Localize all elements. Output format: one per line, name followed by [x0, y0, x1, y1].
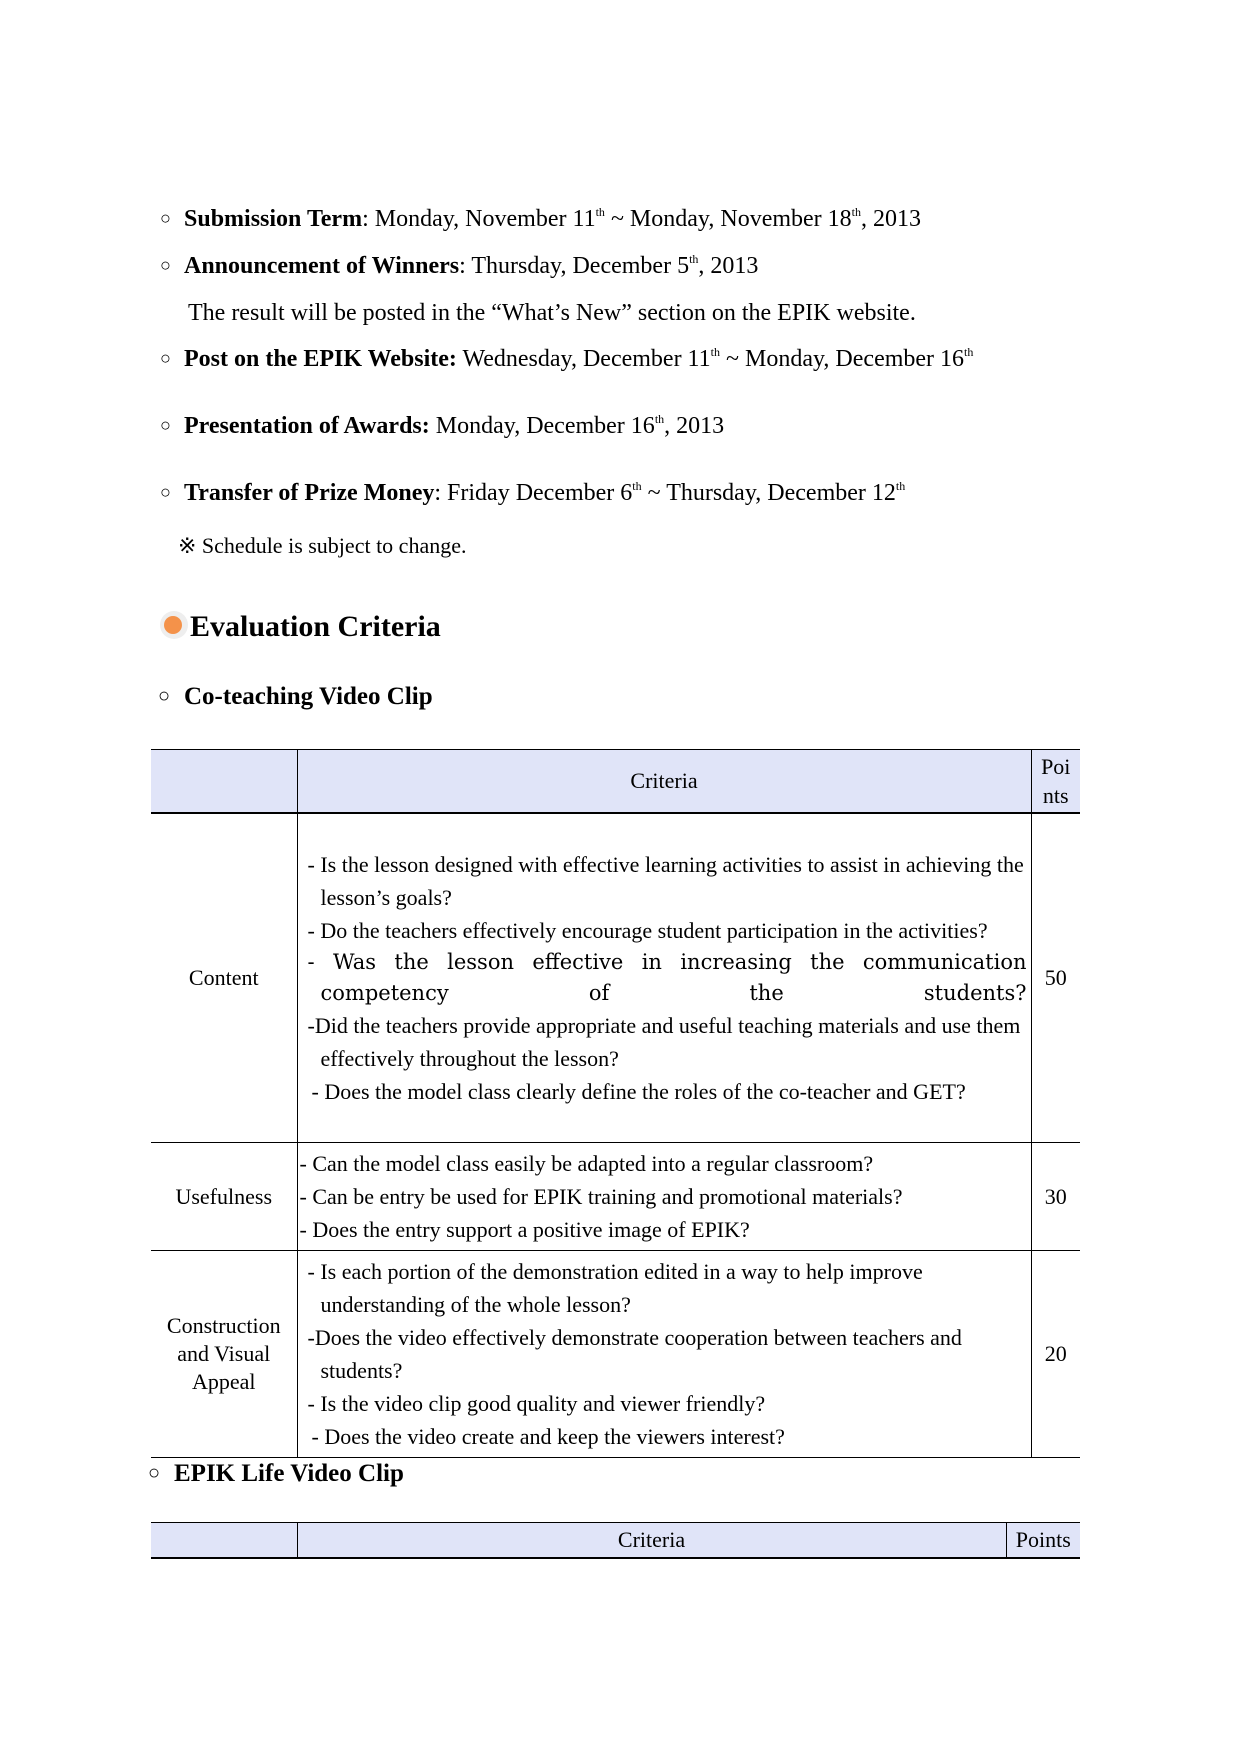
subheading-coteaching: ○ Co-teaching Video Clip: [158, 683, 433, 710]
header-category: [151, 1523, 297, 1558]
row-criteria: [297, 1143, 1031, 1251]
row-criteria: [297, 813, 1031, 1143]
row-category: Content: [151, 813, 297, 1143]
circle-bullet-icon: ○: [158, 685, 171, 707]
table-header-row: [151, 750, 1080, 813]
header-category: [151, 750, 297, 813]
criteria-item: - Can be entry be used for EPIK training and promotional materials?: [299, 1184, 903, 1209]
criteria-item: - Does the entry support a positive image of EPIK?: [299, 1217, 750, 1242]
coteaching-criteria-table: [151, 749, 1080, 1458]
row-points: 50: [1031, 813, 1080, 1143]
row-category: Construction and Visual Appeal: [151, 1251, 297, 1458]
row-category: Usefulness: [151, 1143, 297, 1251]
header-criteria: Criteria: [297, 1523, 1006, 1558]
epik-life-criteria-table: [151, 1522, 1080, 1559]
criteria-item: -Does the video effectively demonstrate cooperation between teachers and students?: [307, 1325, 962, 1383]
table-row: [151, 1143, 1080, 1251]
criteria-item: - Is the video clip good quality and viewer friendly?: [307, 1391, 766, 1416]
circle-bullet-icon: ○: [148, 1462, 161, 1484]
criteria-item: -Did the teachers provide appropriate and useful teaching materials and use them effectively throughout the lesson?: [307, 1012, 1021, 1071]
orange-dot-icon: [160, 611, 188, 639]
schedule-label: Post on the EPIK Website:: [184, 346, 457, 372]
criteria-item: - Can the model class easily be adapted into a regular classroom?: [299, 1151, 874, 1176]
criteria-item: - Is each portion of the demonstration edited in a way to help improve understanding of the whole lesson?: [307, 1259, 923, 1317]
schedule-presentation-of-awards: ○ Presentation of Awards: Monday, December 16th, 2013: [160, 412, 725, 439]
schedule-label: Announcement of Winners: [184, 253, 460, 279]
table-row: [151, 813, 1080, 1143]
criteria-item: - Does the model class clearly define the roles of the co-teacher and GET?: [311, 1078, 966, 1104]
schedule-transfer-of-prize-money: ○ Transfer of Prize Money: Friday December 6th ~ Thursday, December 12th: [160, 479, 906, 506]
header-points: Poi nts: [1031, 750, 1080, 813]
criteria-item: - Do the teachers effectively encourage student participation in the activities?: [307, 917, 988, 943]
criteria-item: - Does the video create and keep the viewers interest?: [311, 1424, 785, 1449]
criteria-item: - Was the lesson effective in increasing the communication competency of the students?: [307, 949, 1027, 1005]
row-points: 30: [1031, 1143, 1080, 1251]
schedule-label: Submission Term: [184, 206, 363, 232]
table-header-row: [151, 1523, 1080, 1558]
row-points: 20: [1031, 1251, 1080, 1458]
section-heading-evaluation-criteria: Evaluation Criteria: [160, 610, 441, 644]
header-criteria: Criteria: [297, 750, 1031, 813]
circle-bullet-icon: ○: [160, 482, 171, 502]
schedule-announcement-of-winners: ○ Announcement of Winners: Thursday, December 5th, 2013: [160, 252, 759, 279]
circle-bullet-icon: ○: [160, 255, 171, 275]
schedule-submission-term: ○ Submission Term: Monday, November 11th ~ Monday, November 18th, 2013: [160, 205, 921, 232]
schedule-label: Transfer of Prize Money: [184, 480, 435, 506]
circle-bullet-icon: ○: [160, 208, 171, 228]
header-points: Points: [1006, 1523, 1080, 1558]
announcement-note: The result will be posted in the “What’s New” section on the EPIK website.: [188, 300, 916, 326]
subheading-epik-life: ○ EPIK Life Video Clip: [148, 1460, 404, 1487]
table-row: [151, 1251, 1080, 1458]
criteria-item: - Is the lesson designed with effective learning activities to assist in achieving the lesson’s goals?: [307, 851, 1024, 910]
schedule-note: ※ Schedule is subject to change.: [178, 533, 467, 558]
circle-bullet-icon: ○: [160, 348, 171, 368]
row-criteria: [297, 1251, 1031, 1458]
circle-bullet-icon: ○: [160, 415, 171, 435]
schedule-label: Presentation of Awards:: [184, 413, 430, 439]
schedule-post-on-website: ○ Post on the EPIK Website: Wednesday, December 11th ~ Monday, December 16th: [160, 345, 974, 372]
